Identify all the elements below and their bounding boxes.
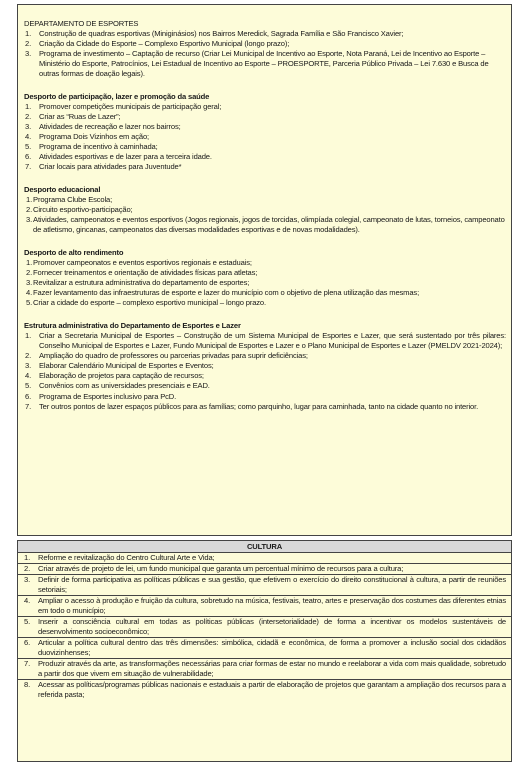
item-number: 1.	[25, 331, 32, 341]
item-number: 4.	[25, 371, 32, 381]
item-number: 4.	[25, 132, 32, 142]
list-item	[24, 288, 506, 298]
item-text: Atividades de recreação e lazer nos bairros;	[39, 122, 181, 132]
item-number: 1.	[25, 29, 32, 39]
high-performance-list	[24, 258, 506, 308]
item-text: Definir de forma participativa as políticas públicas e sua gestão, que efetivem o exercício do direito constitucional à cultura, a partir de reuniões setoriais;	[38, 575, 506, 595]
item-text: Articular a política cultural dentro das três dimensões: simbólica, cidadã e econômica, de forma a promover a inclusão social dos cidadãos duovizinhenses;	[38, 638, 506, 658]
item-text: Atividades esportivas e de lazer para a terceira idade.	[39, 152, 212, 162]
item-text: Criar as “Ruas de Lazer”;	[39, 112, 121, 122]
list-item	[18, 617, 511, 638]
item-text: Promover campeonatos e eventos esportivos regionais e estaduais;	[33, 258, 252, 268]
item-number: 7.	[25, 401, 32, 411]
culture-section	[17, 540, 512, 762]
item-number: 1.	[25, 102, 32, 112]
item-number: 8.	[24, 680, 31, 690]
list-item	[24, 392, 506, 402]
item-text: Fazer levantamento das infraestruturas de esporte e lazer do município com o objetivo de plena utilização das mesmas;	[33, 288, 420, 298]
item-number: 2.	[25, 351, 32, 361]
list-item	[24, 29, 506, 39]
list-item	[24, 298, 506, 308]
section-heading: Desporto de alto rendimento	[24, 248, 124, 258]
item-number: 1.	[24, 553, 31, 562]
list-item	[24, 162, 506, 172]
list-item	[24, 195, 506, 205]
item-number: 5.	[25, 142, 32, 152]
list-item	[24, 205, 506, 215]
administrative-section	[24, 321, 506, 411]
sports-section	[17, 4, 512, 536]
list-item	[24, 112, 506, 122]
department-title: DEPARTAMENTO DE ESPORTES	[24, 19, 139, 28]
item-number: 7.	[25, 162, 32, 172]
item-number: 6.	[24, 638, 31, 648]
list-item	[24, 102, 506, 112]
item-text: Elaboração de projetos para captação de recursos;	[39, 371, 204, 381]
participation-section	[24, 92, 506, 172]
item-number: 5.	[25, 381, 32, 391]
culture-heading: CULTURA	[18, 541, 511, 553]
list-item	[18, 659, 511, 680]
item-text: Inserir a consciência cultural em todas as políticas públicas (intersetorialidade) de forma a incentivar os modelos sustentáveis de desenvolvimento socioeconômico;	[38, 617, 506, 637]
list-item	[24, 122, 506, 132]
list-item	[18, 553, 511, 564]
item-text: Atividades, campeonatos e eventos esportivos (Jogos regionais, jogos de torcidas, olimpíada colegial, campeonato de lutas, torneios, campeonato de atletismo, gincanas, campeonatos das diversas modalidades esportivas e de novas modalidades).	[33, 215, 505, 235]
item-text: Produzir através da arte, as transformações necessárias para criar formas de estar no mundo e reelaborar a vida com mais qualidade, sobretudo a partir dos que vivem em situação de vulnerabilidade;	[38, 659, 506, 679]
list-item	[24, 371, 506, 381]
list-item	[18, 680, 511, 700]
participation-list	[24, 102, 506, 172]
item-text: Elaborar Calendário Municipal de Esportes e Eventos;	[39, 361, 214, 371]
item-text: Programa de investimento – Captação de recurso (Criar Lei Municipal de Incentivo ao Esporte, Nota Paraná, Lei de Incentivo ao Esporte – Ministério do Esporte, Patrocínios, Lei Estadual de Incentivo ao Esporte – PROESPORTE, Parceria Público Privada – Lei 7.630 e Busca de outras formas de doação legais).	[39, 49, 489, 79]
item-number: 3.	[24, 575, 31, 585]
list-item	[24, 278, 506, 288]
item-text: Programa Clube Escola;	[33, 195, 113, 205]
administrative-list	[24, 331, 506, 411]
list-item	[24, 152, 506, 162]
list-item	[24, 258, 506, 268]
item-text: Programa Dois Vizinhos em ação;	[39, 132, 150, 142]
item-number: 4.	[24, 596, 31, 606]
item-number: 5.	[24, 617, 31, 627]
list-item	[24, 351, 506, 361]
item-text: Ter outros pontos de lazer espaços públicos para as famílias; como parquinho, lugar para caminhada, tanto na cidade quanto no interior.	[39, 401, 479, 411]
list-item	[24, 49, 506, 79]
item-text: Fornecer treinamentos e orientação de atividades físicas para atletas;	[33, 268, 258, 278]
item-text: Acessar as políticas/programas públicas nacionais e estaduais a partir de elaboração de projetos que garantam a ampliação dos recursos para a referida pasta;	[38, 680, 506, 700]
item-text: Circuito esportivo-participação;	[33, 205, 133, 215]
item-number: 2.	[25, 112, 32, 122]
item-text: Criar a Secretaria Municipal de Esportes – Construção de um Sistema Municipal de Esportes e Lazer, que será sustentado por três pilares: Conselho Municipal de Esportes e Lazer, Fundo Municipal de Esportes e Lazer e o Plano Municipal de Esportes e Lazer (PMELDV 2021-2024);	[39, 331, 506, 351]
item-number: 2.	[25, 39, 32, 49]
item-text: Promover competições municipais de participação geral;	[39, 102, 222, 112]
item-number: 2.	[26, 268, 33, 278]
list-item	[18, 638, 511, 659]
item-number: 2.	[26, 205, 33, 215]
item-text: Criação da Cidade do Esporte – Complexo Esportivo Municipal (longo prazo);	[39, 39, 290, 49]
educational-list	[24, 195, 506, 235]
list-item	[24, 331, 506, 351]
item-number: 4.	[26, 288, 33, 298]
section-heading: Estrutura administrativa do Departamento de Esportes e Lazer	[24, 321, 241, 331]
list-item	[18, 564, 511, 575]
item-number: 3.	[25, 361, 32, 371]
item-number: 3.	[26, 215, 33, 225]
item-number: 1.	[26, 258, 33, 268]
item-text: Ampliar o acesso à produção e fruição da cultura, sobretudo na música, festivais, teatro, artes e preservação dos costumes das diferentes etnias em todo o município;	[38, 596, 506, 616]
item-text: Ampliação do quadro de professores ou parcerias privadas para suprir deficiências;	[39, 351, 308, 361]
item-text: Criar a cidade do esporte – complexo esportivo municipal – longo prazo.	[33, 298, 266, 308]
list-item	[18, 596, 511, 617]
item-text: Convênios com as universidades presenciais e EAD.	[39, 381, 210, 391]
high-performance-section	[24, 248, 506, 308]
culture-list	[18, 553, 511, 700]
section-heading: Desporto educacional	[24, 185, 101, 195]
item-text: Programa de incentivo à caminhada;	[39, 142, 158, 152]
item-number: 5.	[26, 298, 33, 308]
list-item	[24, 215, 506, 235]
item-number: 7.	[24, 659, 31, 669]
item-number: 3.	[25, 122, 32, 132]
intro-list	[24, 29, 506, 79]
item-text: Programa de Esportes inclusivo para PcD.	[39, 391, 177, 401]
item-number: 3.	[26, 278, 33, 288]
list-item	[24, 381, 506, 391]
item-text: Construção de quadras esportivas (Miniginásios) nos Bairros Meredick, Sagrada Família e São Francisco Xavier;	[39, 29, 404, 39]
item-number: 6.	[25, 391, 32, 401]
list-item	[24, 132, 506, 142]
section-heading: Desporto de participação, lazer e promoção da saúde	[24, 92, 210, 102]
item-text: Criar locais para atividades para Juventude*	[39, 162, 182, 172]
item-number: 6.	[25, 152, 32, 162]
item-text: Criar através de projeto de lei, um fundo municipal que garanta um percentual mínimo de recursos para a cultura;	[38, 564, 404, 574]
list-item	[24, 142, 506, 152]
item-text: Reforme e revitalização do Centro Cultural Arte e Vida;	[38, 553, 215, 562]
item-text: Revitalizar a estrutura administrativa do departamento de esportes;	[33, 278, 250, 288]
educational-section	[24, 185, 506, 235]
list-item	[24, 361, 506, 371]
list-item	[24, 39, 506, 49]
item-number: 2.	[24, 564, 31, 574]
item-number: 3.	[25, 49, 32, 59]
list-item	[18, 575, 511, 596]
item-number: 1.	[26, 195, 33, 205]
list-item	[24, 402, 506, 412]
list-item	[24, 268, 506, 278]
